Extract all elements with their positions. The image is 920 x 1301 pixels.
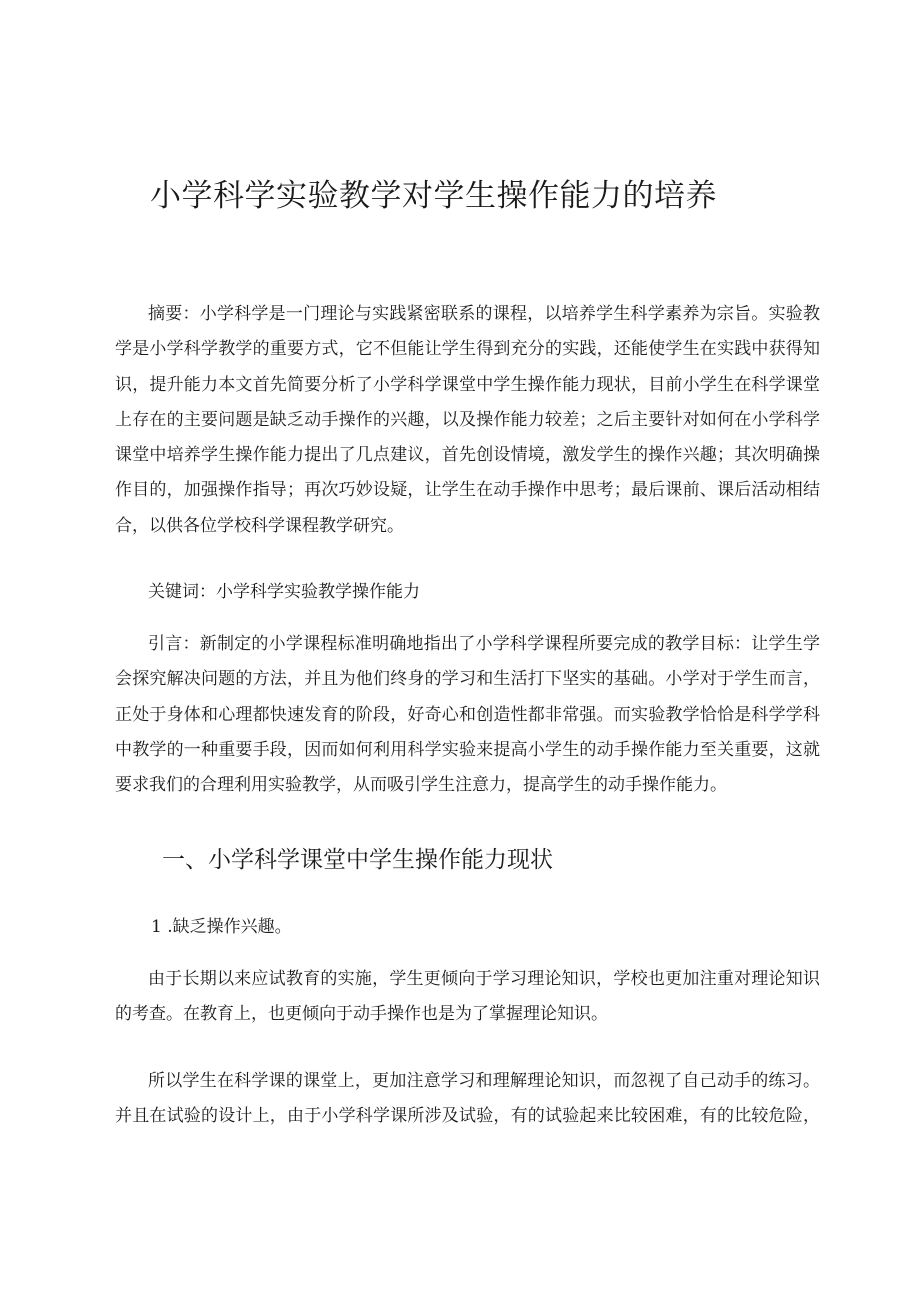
body-paragraph: 所以学生在科学课的课堂上，更加注意学习和理解理论知识，而忽视了自己动手的练习。并且在试验的设计上，由于小学科学课所涉及试验，有的试验起来比较困难，有的比较危险， [115,1071,820,1127]
abstract-paragraph: 摘要：小学科学是一门理论与实践紧密联系的课程，以培养学生科学素养为宗旨。实验教学是小学科学教学的重要方式，它不但能让学生得到充分的实践，还能使学生在实践中获得知识，提升能力本文首先简要分析了小学科学课堂中学生操作能力现状，目前小学生在科学课堂上存在的主要问题是缺乏动手操作的兴趣，以及操作能力较差；之后主要针对如何在小学科学课堂中培养学生操作能力提出了几点建议，首先创设情境，激发学生的操作兴趣；其次明确操作目的，加强操作指导；再次巧妙设疑，让学生在动手操作中思考；最后课前、课后活动相结合，以供各位学校科学课程教学研究。 [115,304,820,536]
intro-paragraph: 引言：新制定的小学课程标准明确地指出了小学科学课程所要完成的教学目标：让学生学会探究解决问题的方法，并且为他们终身的学习和生活打下坚实的基础。小学对于学生而言，正处于身体和心理都快速发育的阶段，好奇心和创造性都非常强。而实验教学恰恰是科学学科中教学的一种重要手段，因而如何利用科学实验来提高小学生的动手操作能力至关重要，这就要求我们的合理利用实验教学，从而吸引学生注意力，提高学生的动手操作能力。 [115,634,820,796]
body-paragraph: 由于长期以来应试教育的实施，学生更倾向于学习理论知识，学校也更加注重对理论知识的考查。在教育上，也更倾向于动手操作也是为了掌握理论知识。 [115,969,820,1025]
document-title: 小学科学实验教学对学生操作能力的培养 [150,178,717,214]
keywords-paragraph: 关键词：小学科学实验教学操作能力 [148,582,420,602]
section-heading: 一、小学科学课堂中学生操作能力现状 [162,847,553,873]
subsection-heading: 1 .缺乏操作兴趣。 [151,917,292,937]
